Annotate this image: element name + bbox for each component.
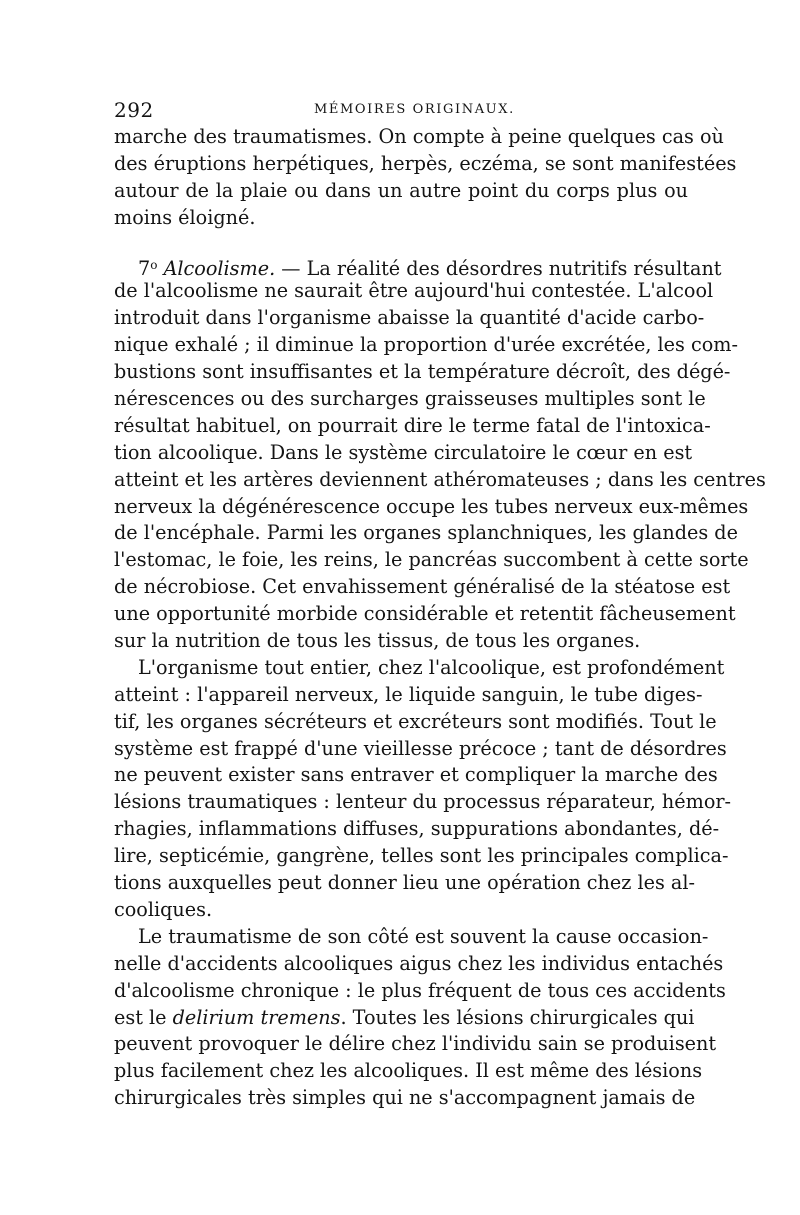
italic-term: delirium tremens [172, 1005, 341, 1029]
text-line: plus facilement chez les alcooliques. Il est même des lésions [114, 1059, 703, 1083]
text-line: de l'alcoolisme ne saurait être aujourd'hui contestée. L'alcool [114, 279, 714, 303]
text-line: de nécrobiose. Cet envahissement généralisé de la stéatose est [114, 575, 731, 599]
page-number: 292 [114, 98, 154, 122]
text-line: nique exhalé ; il diminue la proportion d'urée excrétée, les com- [114, 333, 738, 357]
running-header [114, 98, 688, 122]
text-line: une opportunité morbide considérable et retentit fâcheusement [114, 602, 736, 626]
text-line: tion alcoolique. Dans le système circulatoire le cœur en est [114, 440, 693, 464]
section-title: Alcoolisme. [163, 256, 276, 280]
text-line: cooliques. [114, 897, 213, 921]
text-line: des éruptions herpétiques, herpès, eczéma, se sont manifestées [114, 151, 737, 175]
text-line: sur la nutrition de tous les tissus, de tous les organes. [114, 629, 641, 653]
text-line: atteint : l'appareil nerveux, le liquide sanguin, le tube diges- [114, 682, 703, 706]
section-heading-rest: — La réalité des désordres nutritifs résultant [275, 256, 722, 280]
paragraph-gap [114, 232, 688, 252]
text-line: ne peuvent exister sans entraver et compliquer la marche des [114, 763, 718, 787]
text-line: d'alcoolisme chronique : le plus fréquent de tous ces accidents [114, 978, 726, 1002]
text-line: rhagies, inflammations diffuses, suppurations abondantes, dé- [114, 817, 720, 841]
text-line: chirurgicales très simples qui ne s'accompagnent jamais de [114, 1086, 696, 1110]
paragraph-4 [114, 924, 726, 1112]
text-line: peuvent provoquer le délire chez l'individu sain se produisent [114, 1032, 717, 1056]
body-text [114, 124, 766, 1112]
text-line: nelle d'accidents alcooliques aigus chez les individus entachés [114, 951, 724, 975]
text-line: de l'encéphale. Parmi les organes splanchniques, les glandes de [114, 521, 738, 545]
text-line: L'organisme tout entier, chez l'alcoolique, est profondément [138, 655, 725, 679]
text-line: Le traumatisme de son côté est souvent la cause occasion- [138, 924, 709, 948]
text-line: système est frappé d'une vieillesse précoce ; tant de désordres [114, 736, 727, 760]
text-line: tif, les organes sécréteurs et excréteurs sont modifiés. Tout le [114, 709, 717, 733]
text-line: introduit dans l'organisme abaisse la quantité d'acide carbo- [114, 306, 705, 330]
text-line: l'estomac, le foie, les reins, le pancréas succombent à cette sorte [114, 548, 749, 572]
text-line: moins éloigné. [114, 205, 256, 229]
paragraph-1 [114, 124, 737, 232]
text-line: marche des traumatismes. On compte à peine quelques cas où [114, 125, 724, 148]
text-line: tions auxquelles peut donner lieu une opération chez les al- [114, 871, 695, 895]
text-line: bustions sont insuffisantes et la température décroît, des dégé- [114, 360, 731, 384]
text-line-with-italic: est le delirium tremens. Toutes les lésions chirurgicales qui [114, 1005, 695, 1029]
text-line: atteint et les artères deviennent athéromateuses ; dans les centres [114, 467, 766, 491]
paragraph-alcoolisme [114, 252, 766, 655]
text-line: lésions traumatiques : lenteur du processus réparateur, hémor- [114, 790, 732, 814]
section-heading-line [114, 252, 722, 280]
running-title: MÉMOIRES ORIGINAUX. [314, 102, 515, 117]
text-line: nerveux la dégénérescence occupe les tubes nerveux eux-mêmes [114, 494, 749, 518]
text-line: résultat habituel, on pourrait dire le terme fatal de l'intoxica- [114, 413, 711, 437]
text-line: nérescences ou des surcharges graisseuses multiples sont le [114, 387, 706, 411]
paragraph-3 [114, 655, 732, 924]
text-line: autour de la plaie ou dans un autre point du corps plus ou [114, 178, 688, 202]
section-number: 7$^o$ [138, 256, 158, 280]
text-line: lire, septicémie, gangrène, telles sont les principales complica- [114, 844, 729, 868]
